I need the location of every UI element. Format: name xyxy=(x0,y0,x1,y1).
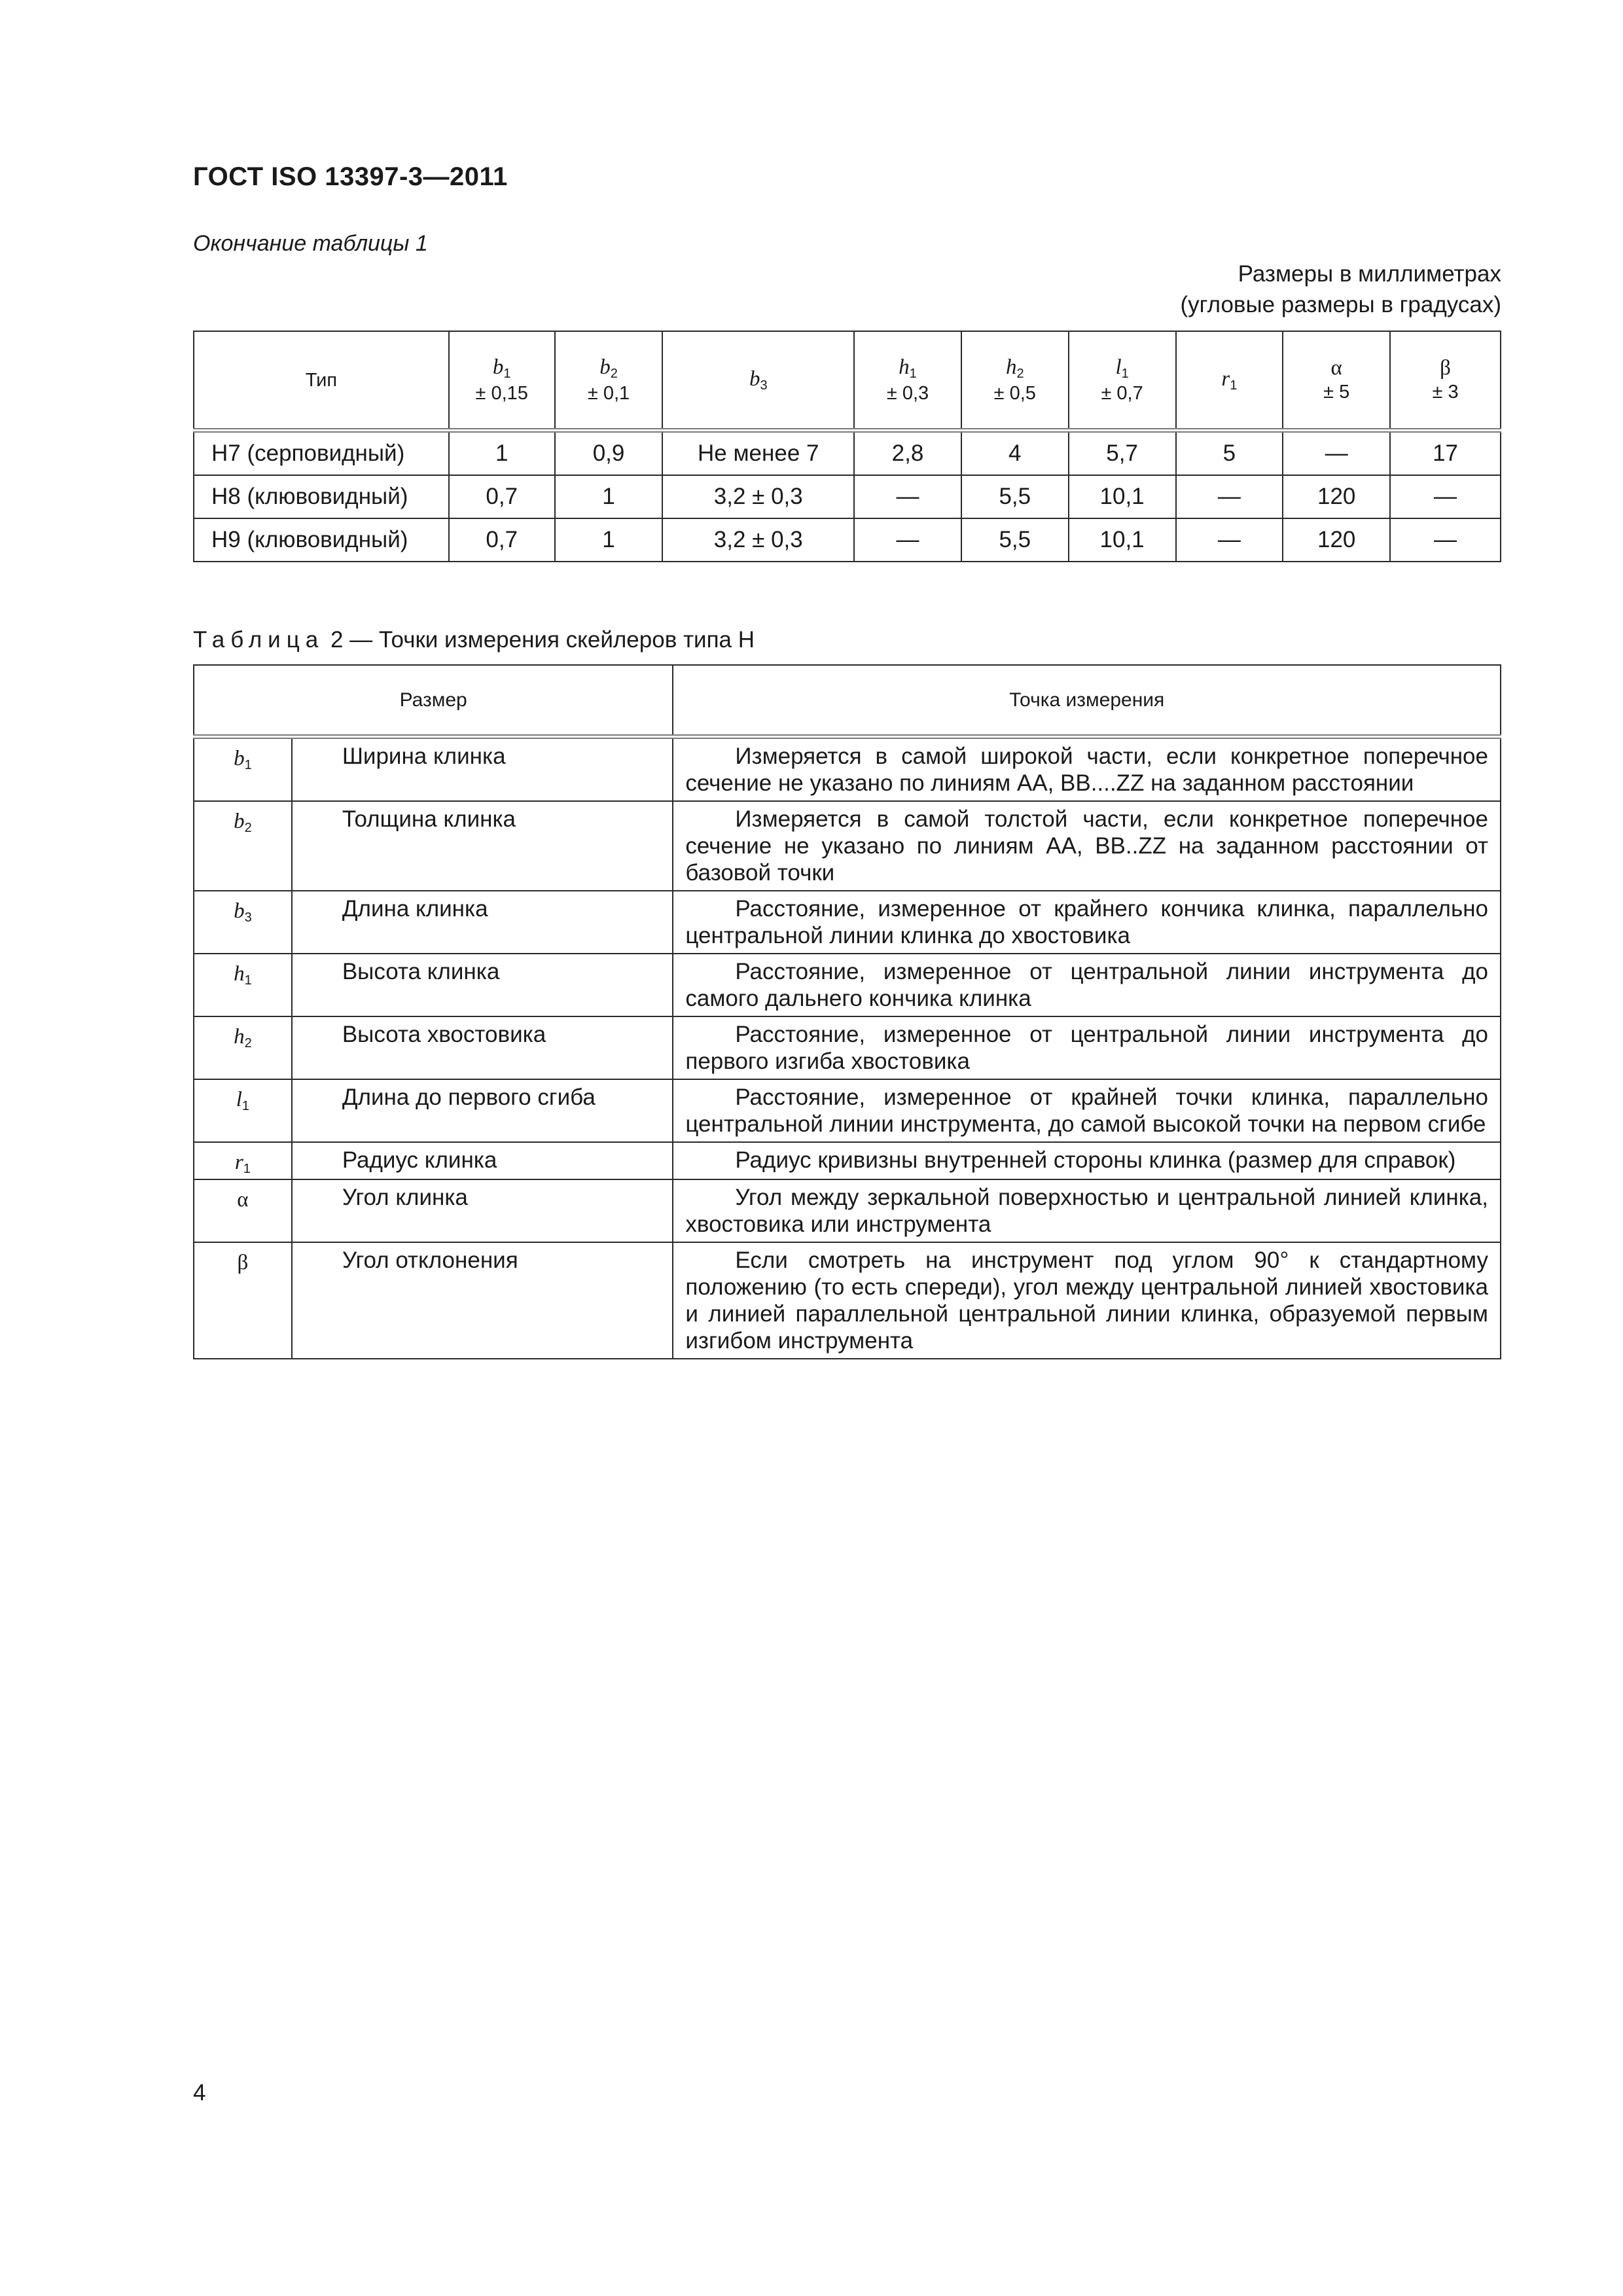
header-h2 xyxy=(961,331,1069,431)
header-b1 xyxy=(449,331,555,431)
size-name-cell: Длина до первого сгиба xyxy=(292,1079,673,1142)
units-line-1: Размеры в миллиметрах xyxy=(1238,261,1501,287)
table1-continuation-caption: Окончание таблицы 1 xyxy=(193,231,428,256)
symbol-cell xyxy=(194,1142,292,1179)
header-type-label: Тип xyxy=(305,369,338,391)
symbol-cell xyxy=(194,1179,292,1242)
value-cell: 1 xyxy=(449,431,555,476)
table1-header-row xyxy=(194,331,1501,431)
symbol: b xyxy=(234,810,245,833)
size-name-cell: Угол клинка xyxy=(292,1179,673,1242)
symbol-cell xyxy=(194,1016,292,1079)
header-tolerance: ± 0,7 xyxy=(1101,382,1143,404)
value-cell: 0,7 xyxy=(449,518,555,562)
header-b3 xyxy=(662,331,854,431)
header-symbol: b xyxy=(599,355,611,379)
table-row xyxy=(194,1142,1501,1179)
symbol-cell xyxy=(194,891,292,954)
value-cell: 10,1 xyxy=(1069,518,1176,562)
header-subscript: 2 xyxy=(1016,366,1024,381)
header-type xyxy=(194,331,449,431)
header-tolerance: ± 0,3 xyxy=(886,382,929,404)
subscript: 1 xyxy=(241,1099,250,1113)
value-cell: 120 xyxy=(1283,475,1390,518)
header-r1 xyxy=(1176,331,1283,431)
table2-caption-word: Таблица xyxy=(193,627,325,653)
header-subscript: 2 xyxy=(610,366,618,381)
document-header: ГОСТ ISO 13397-3—2011 xyxy=(193,162,508,191)
measurement-point-cell: Радиус кривизны внутренней стороны клинка (размер для справок) xyxy=(673,1142,1501,1179)
page-number: 4 xyxy=(193,2080,206,2106)
measurement-point-cell: Если смотреть на инструмент под углом 90° к стандартному положению (то есть спереди), угол между центральной линией хвостовика и линией параллельной центральной линии клинка, образуемой первым изгибом инструмента xyxy=(673,1242,1501,1359)
header-size: Размер xyxy=(194,665,673,737)
table-row xyxy=(194,1079,1501,1142)
table2-caption-text: 2 — Точки измерения скейлеров типа H xyxy=(330,627,755,653)
value-cell: 1 xyxy=(555,518,663,562)
header-tolerance: ± 0,1 xyxy=(587,382,630,404)
symbol: h xyxy=(234,1025,245,1049)
header-symbol: β xyxy=(1440,356,1451,380)
table-row xyxy=(194,1242,1501,1359)
header-l1 xyxy=(1069,331,1176,431)
table-row xyxy=(194,801,1501,891)
type-cell: H7 (серповидный) xyxy=(194,431,449,476)
table-row xyxy=(194,891,1501,954)
size-name-cell: Высота хвостовика xyxy=(292,1016,673,1079)
symbol-cell xyxy=(194,737,292,802)
header-subscript: 1 xyxy=(1230,378,1238,393)
subscript: 1 xyxy=(243,1162,251,1176)
header-subscript: 3 xyxy=(760,378,768,393)
size-name-cell: Радиус клинка xyxy=(292,1142,673,1179)
header-tolerance: ± 3 xyxy=(1432,382,1459,403)
header-symbol: h xyxy=(1005,355,1017,379)
table2-header-row xyxy=(194,665,1501,737)
header-symbol: h xyxy=(899,355,910,379)
header-measurement-point: Точка измерения xyxy=(673,665,1501,737)
symbol: β xyxy=(237,1251,249,1274)
table-row xyxy=(194,1179,1501,1242)
symbol-cell xyxy=(194,1242,292,1359)
value-cell: 3,2 ± 0,3 xyxy=(662,518,854,562)
value-cell: — xyxy=(1283,431,1390,476)
measurement-point-cell: Расстояние, измеренное от крайней точки клинка, параллельно центральной линии инструмента, до самой высокой точки на первом сгибе xyxy=(673,1079,1501,1142)
symbol: r xyxy=(234,1151,243,1174)
value-cell: 2,8 xyxy=(854,431,961,476)
subscript: 1 xyxy=(244,973,252,988)
header-h1 xyxy=(854,331,961,431)
measurement-point-cell: Угол между зеркальной поверхностью и центральной линией клинка, хвостовика или инструмента xyxy=(673,1179,1501,1242)
value-cell: 4 xyxy=(961,431,1069,476)
units-note xyxy=(1181,259,1502,320)
type-cell: H8 (клювовидный) xyxy=(194,475,449,518)
size-name-cell: Толщина клинка xyxy=(292,801,673,891)
header-symbol: r xyxy=(1221,367,1230,391)
measurement-point-cell: Измеряется в самой толстой части, если конкретное поперечное сечение не указано по линиям AA, BB..ZZ на заданном расстоянии от базовой точки xyxy=(673,801,1501,891)
table-row xyxy=(194,431,1501,476)
table-row xyxy=(194,1016,1501,1079)
value-cell: 0,9 xyxy=(555,431,663,476)
table-row xyxy=(194,737,1501,802)
header-symbol: b xyxy=(492,355,504,379)
value-cell: 1 xyxy=(555,475,663,518)
header-alpha xyxy=(1283,331,1390,431)
size-name-cell: Высота клинка xyxy=(292,954,673,1016)
symbol-cell xyxy=(194,801,292,891)
value-cell: 5 xyxy=(1176,431,1283,476)
value-cell: 3,2 ± 0,3 xyxy=(662,475,854,518)
header-subscript: 1 xyxy=(503,366,511,381)
subscript: 3 xyxy=(244,910,252,925)
measurement-point-cell: Измеряется в самой широкой части, если конкретное поперечное сечение не указано по линиям AA, BB....ZZ на заданном расстоянии xyxy=(673,737,1501,802)
value-cell: 17 xyxy=(1390,431,1501,476)
header-symbol: l xyxy=(1115,355,1122,379)
symbol: α xyxy=(237,1188,249,1211)
header-tolerance: ± 5 xyxy=(1323,382,1350,403)
header-subscript: 1 xyxy=(909,366,917,381)
symbol-cell xyxy=(194,954,292,1016)
header-symbol: b xyxy=(749,367,760,391)
measurement-point-cell: Расстояние, измеренное от крайнего кончика клинка, параллельно центральной линии клинка до хвостовика xyxy=(673,891,1501,954)
subscript: 1 xyxy=(244,758,252,772)
value-cell: — xyxy=(1176,475,1283,518)
symbol: l xyxy=(236,1088,242,1111)
value-cell: 5,7 xyxy=(1069,431,1176,476)
units-line-2: (угловые размеры в градусах) xyxy=(1180,292,1501,317)
subscript: 2 xyxy=(244,1036,252,1050)
measurement-point-cell: Расстояние, измеренное от центральной линии инструмента до первого изгиба хвостовика xyxy=(673,1016,1501,1079)
type-cell: H9 (клювовидный) xyxy=(194,518,449,562)
size-name-cell: Ширина клинка xyxy=(292,737,673,802)
value-cell: Не менее 7 xyxy=(662,431,854,476)
value-cell: — xyxy=(854,475,961,518)
measurement-point-cell: Расстояние, измеренное от центральной линии инструмента до самого дальнего кончика клинка xyxy=(673,954,1501,1016)
header-tolerance: ± 0,5 xyxy=(993,382,1036,404)
header-subscript: 1 xyxy=(1121,366,1129,381)
value-cell: 5,5 xyxy=(961,518,1069,562)
value-cell: 10,1 xyxy=(1069,475,1176,518)
table2-caption xyxy=(193,627,755,653)
size-name-cell: Угол отклонения xyxy=(292,1242,673,1359)
value-cell: 0,7 xyxy=(449,475,555,518)
table-row xyxy=(194,954,1501,1016)
value-cell: — xyxy=(1176,518,1283,562)
symbol: h xyxy=(234,962,245,986)
value-cell: — xyxy=(1390,475,1501,518)
header-tolerance: ± 0,15 xyxy=(475,382,528,404)
subscript: 2 xyxy=(244,821,252,835)
symbol: b xyxy=(234,747,245,770)
header-beta xyxy=(1390,331,1501,431)
dimensions-table xyxy=(193,331,1501,562)
value-cell: 5,5 xyxy=(961,475,1069,518)
header-symbol: α xyxy=(1330,356,1342,380)
size-name-cell: Длина клинка xyxy=(292,891,673,954)
symbol-cell xyxy=(194,1079,292,1142)
value-cell: — xyxy=(854,518,961,562)
header-b2 xyxy=(555,331,663,431)
measurement-points-table xyxy=(193,664,1501,1359)
value-cell: — xyxy=(1390,518,1501,562)
value-cell: 120 xyxy=(1283,518,1390,562)
symbol: b xyxy=(234,899,245,923)
table-row xyxy=(194,518,1501,562)
table-row xyxy=(194,475,1501,518)
